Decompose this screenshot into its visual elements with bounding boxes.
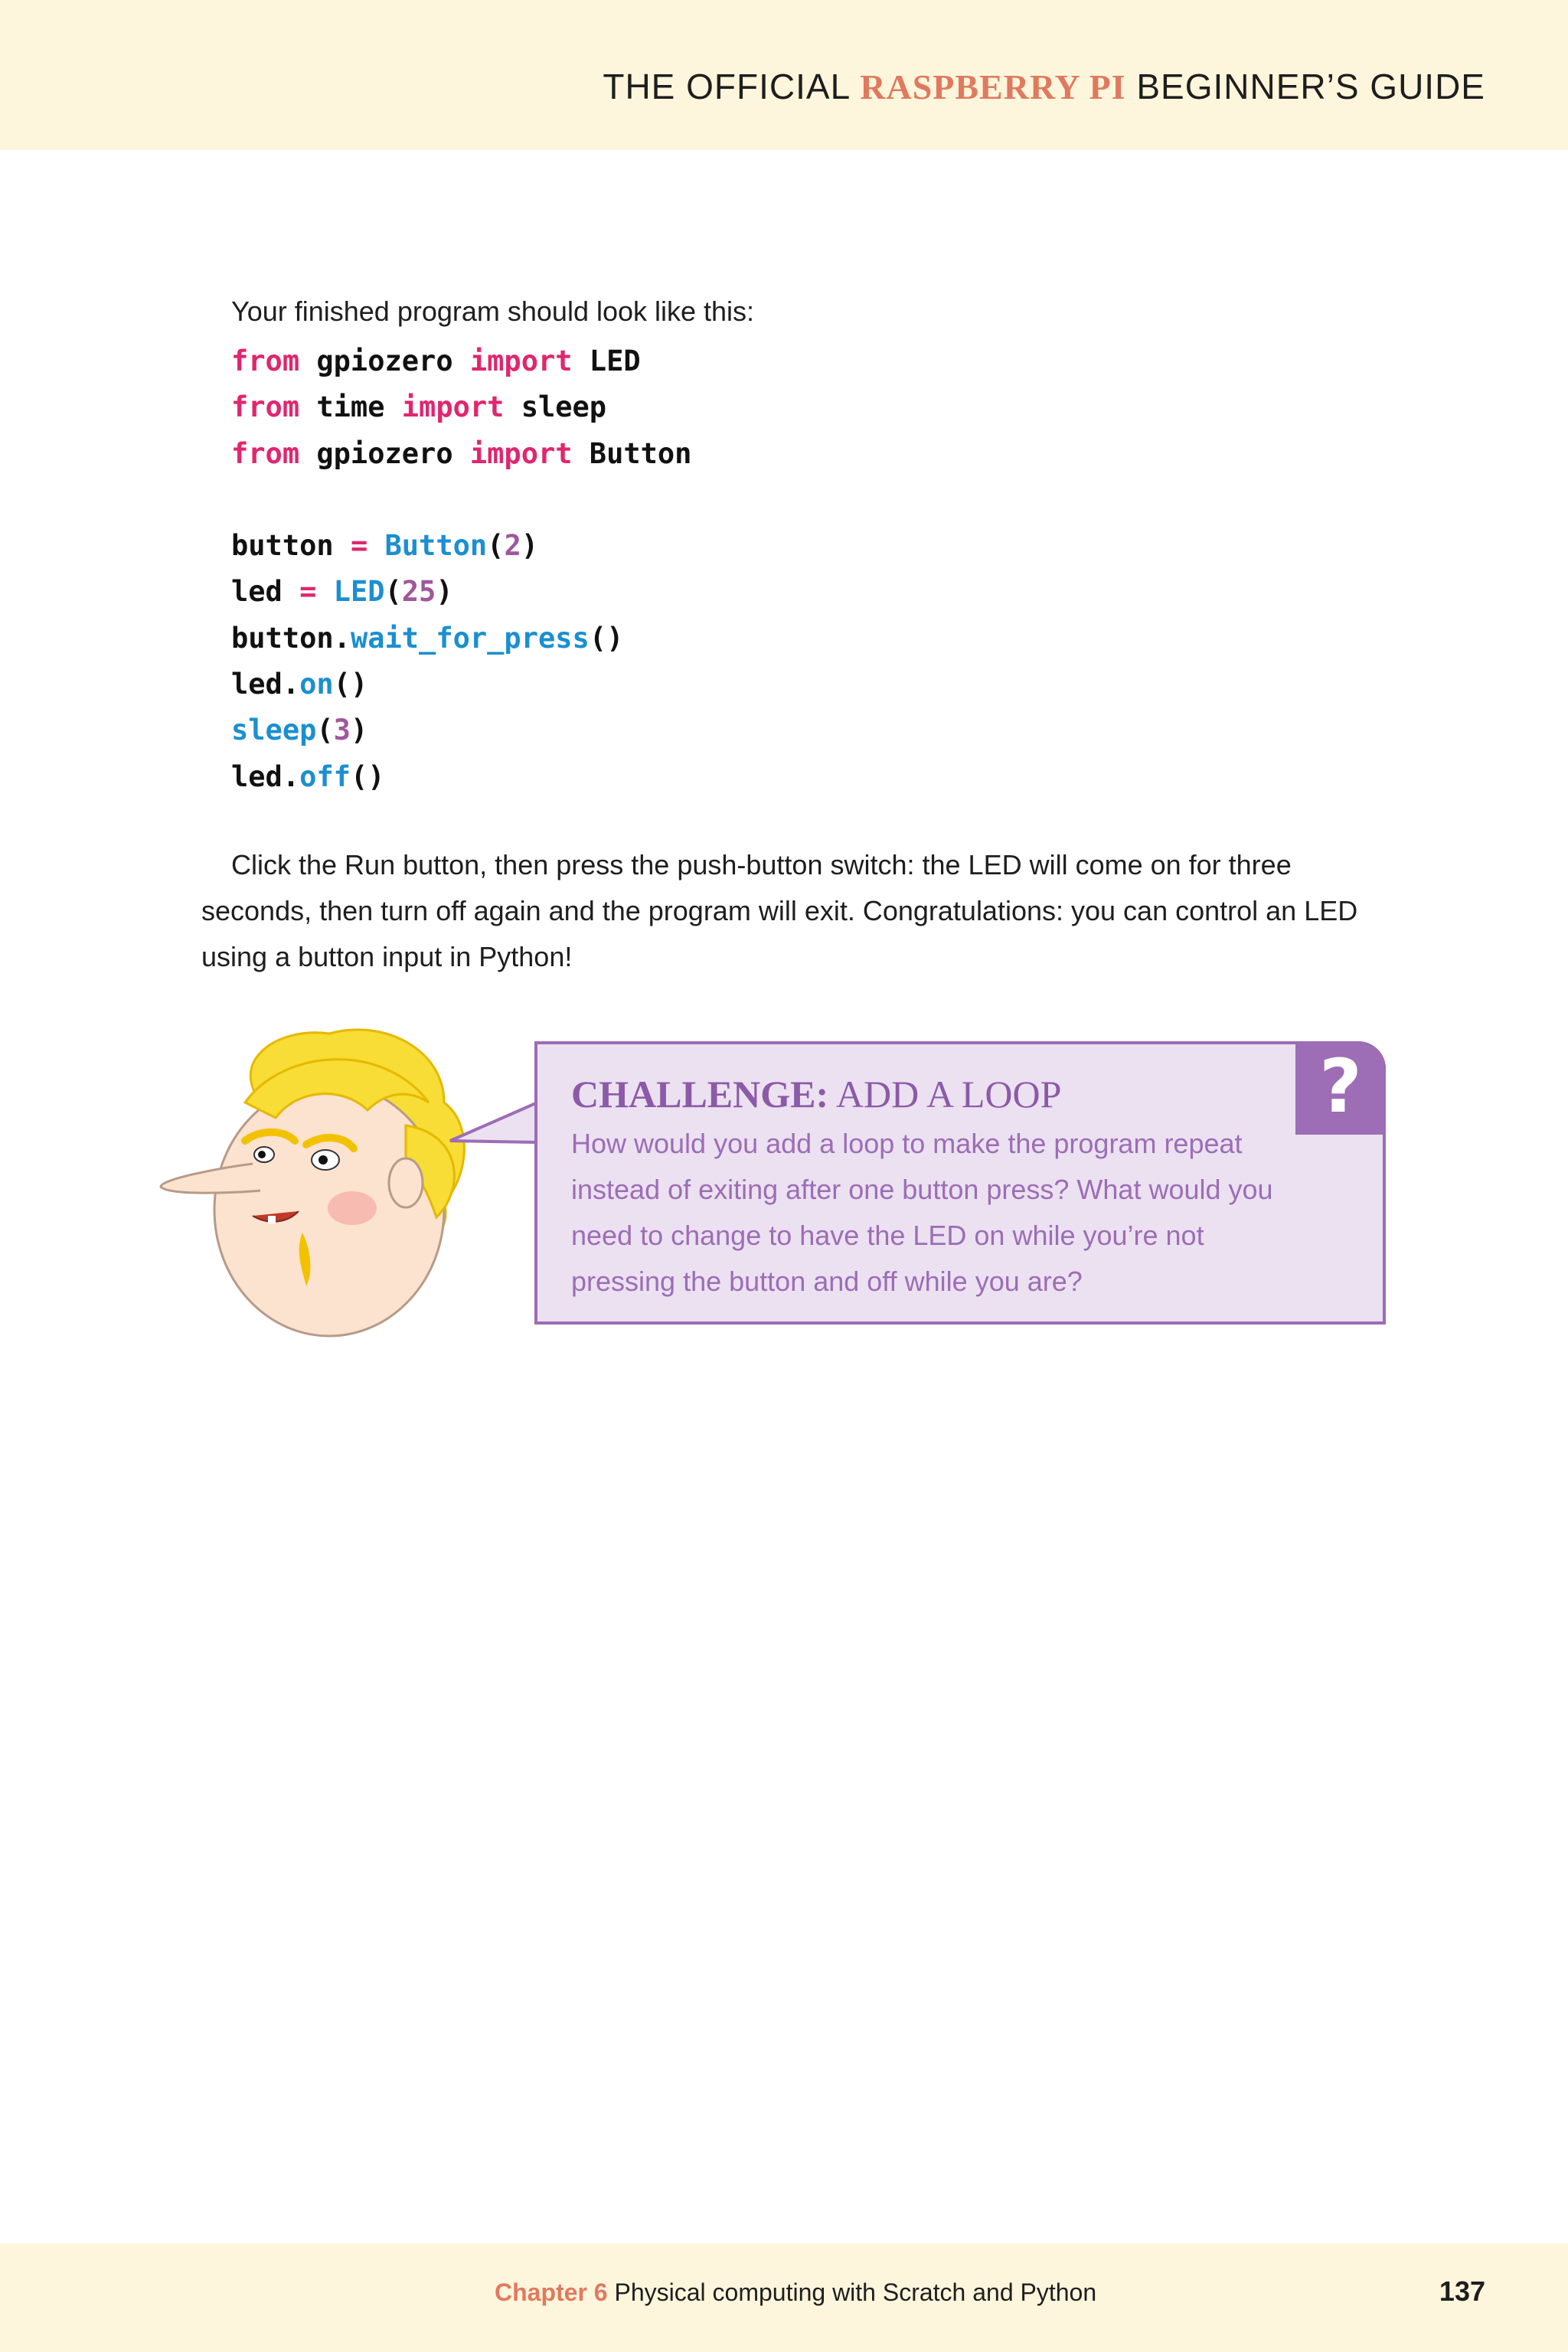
code-function: on — [299, 668, 334, 701]
code-function: Button — [384, 529, 488, 563]
code-operator: = — [350, 529, 368, 563]
code-text: ) — [521, 529, 538, 563]
code-keyword: import — [469, 345, 573, 377]
code-number: 2 — [504, 529, 521, 563]
code-text: Button — [572, 436, 692, 470]
code-line — [231, 754, 691, 800]
intro-text: Your finished program should look like this: — [231, 296, 755, 327]
code-line — [231, 662, 691, 707]
code-text: button. — [231, 621, 351, 655]
code-text: led — [231, 575, 300, 609]
book-title-accent: RASPBERRY PI — [860, 67, 1126, 106]
code-text: led. — [231, 668, 300, 701]
code-text: button — [231, 529, 351, 563]
code-text: LED — [572, 345, 641, 377]
challenge-body: How would you add a loop to make the program repeat instead of exiting after one button press? What would you need to change to have the LED on while you’re not pressing the button and off while you are? — [571, 1128, 1273, 1297]
code-function: wait_for_press — [350, 621, 590, 655]
code-text: time — [299, 390, 402, 424]
code-function: off — [299, 760, 351, 793]
chapter-number: Chapter 6 — [495, 2278, 608, 2306]
speech-bubble-tail — [447, 1095, 539, 1164]
code-number: 3 — [333, 714, 351, 747]
code-keyword: from — [231, 390, 300, 424]
code-text — [368, 529, 384, 562]
chapter-line — [495, 2278, 1096, 2307]
code-line — [231, 338, 691, 384]
code-text: () — [333, 668, 368, 701]
code-line — [231, 569, 691, 615]
code-keyword: from — [231, 436, 300, 470]
code-text: ( — [316, 714, 334, 747]
code-keyword: from — [231, 345, 300, 377]
book-title — [603, 66, 1485, 107]
page-header — [0, 0, 1568, 150]
challenge-title — [571, 1072, 1061, 1116]
code-text: ) — [436, 575, 453, 609]
page-footer — [0, 2243, 1568, 2352]
challenge-heading: ADD A LOOP — [828, 1073, 1062, 1116]
page-number: 137 — [1439, 2275, 1485, 2307]
code-function: sleep — [231, 714, 317, 747]
code-line — [231, 523, 691, 569]
code-blank-line — [231, 477, 691, 523]
code-text: () — [589, 621, 624, 655]
code-operator: = — [299, 575, 317, 609]
cartoon-face-illustration — [153, 1018, 505, 1340]
code-text: gpiozero — [299, 345, 470, 377]
code-text: sleep — [504, 390, 607, 424]
code-line — [231, 431, 691, 477]
code-text: ) — [350, 714, 368, 747]
chapter-title: Physical computing with Scratch and Python — [607, 2278, 1097, 2306]
book-title-prefix: THE OFFICIAL — [603, 67, 861, 106]
code-keyword: import — [469, 436, 573, 470]
explanation-paragraph: Click the Run button, then press the push-button switch: the LED will come on for three seconds, then turn off again and the program will exit. Congratulations: you can control an LED using a button input in Python! — [201, 849, 1358, 972]
code-text: () — [350, 760, 385, 793]
code-text: gpiozero — [299, 436, 470, 470]
book-title-suffix: BEGINNER’S GUIDE — [1125, 67, 1485, 106]
code-function: LED — [333, 575, 385, 609]
code-text: ( — [384, 575, 402, 609]
code-number: 25 — [401, 575, 436, 609]
code-listing — [231, 338, 691, 800]
code-text: ( — [487, 529, 505, 563]
code-line — [231, 384, 691, 430]
code-line — [231, 616, 691, 662]
code-text — [316, 575, 333, 608]
question-mark-icon: ? — [1295, 1041, 1386, 1135]
challenge-label: CHALLENGE: — [571, 1073, 829, 1116]
code-text: led. — [231, 760, 300, 793]
challenge-box — [534, 1041, 1386, 1325]
code-keyword: import — [401, 390, 505, 424]
code-line — [231, 707, 691, 753]
